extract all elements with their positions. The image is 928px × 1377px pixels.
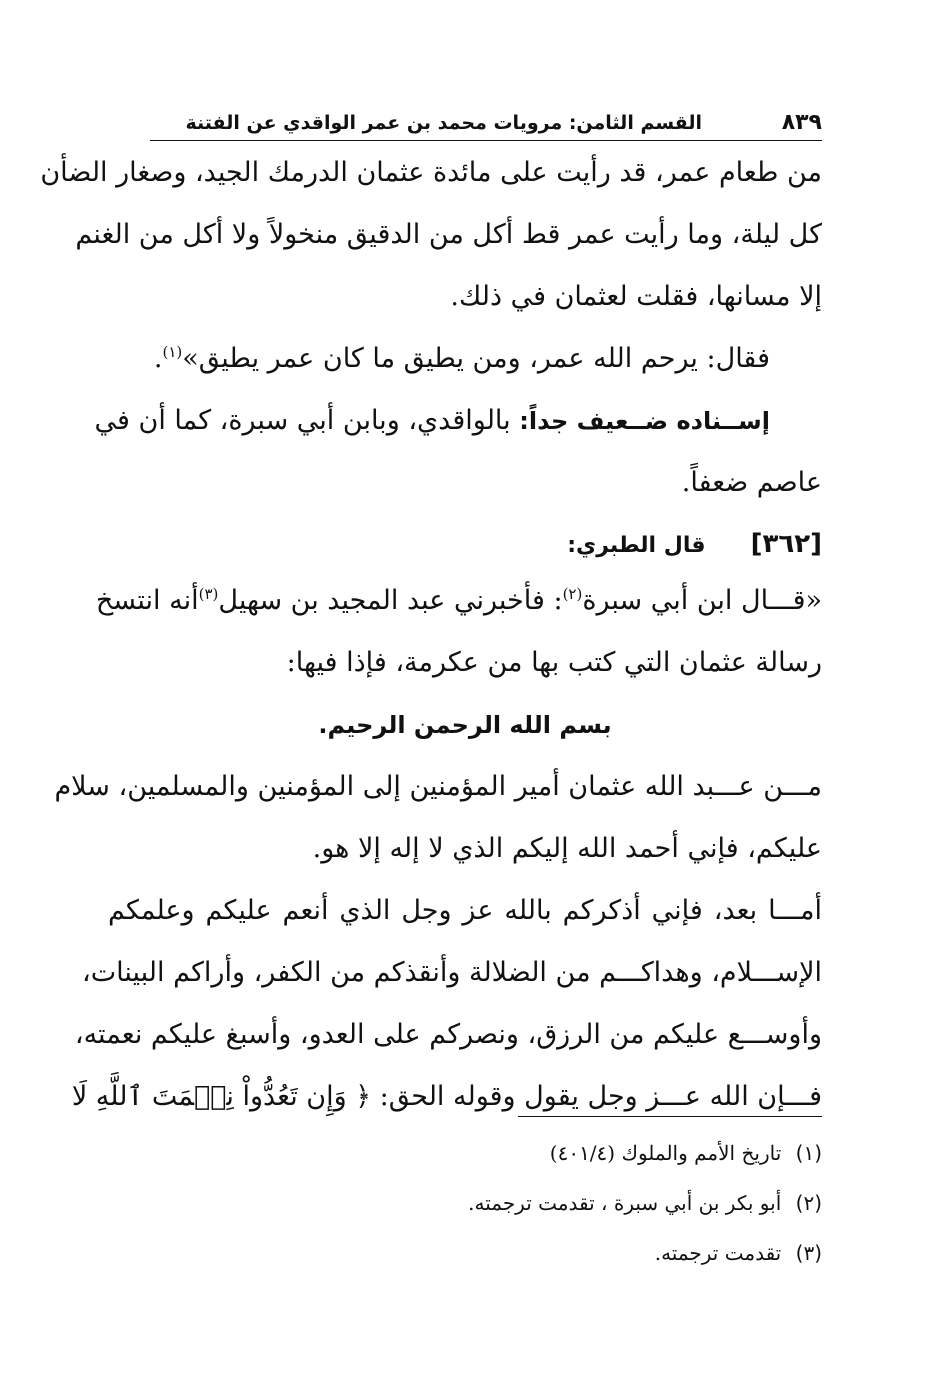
footnotes — [222, 1130, 822, 1280]
text-line: كل ليلة، وما رأيت عمر قط أكل من الدقيق منخولاً ولا أكل من الغنم — [75, 219, 822, 250]
footnote-ref: (٣) — [198, 585, 219, 603]
footnote — [222, 1230, 822, 1280]
narration-part: أنه انتسخ — [95, 585, 199, 616]
footnote-mark: (١) — [795, 1141, 822, 1165]
entry-heading — [108, 520, 822, 576]
main-text — [40, 148, 822, 1134]
footnote-ref: (١) — [162, 343, 183, 361]
narration-line — [95, 576, 822, 638]
quote-text: فقال: يرحم الله عمر، ومن يطيق ما كان عمر يطيق» — [182, 343, 770, 374]
narration-part: : فأخبرني عبد المجيد بن سهيل — [218, 585, 563, 616]
footnote-separator — [518, 1116, 822, 1117]
quote-end: . — [153, 343, 163, 374]
footnote — [222, 1180, 822, 1230]
page-number: ٨٣٩ — [781, 110, 822, 135]
letter-line: فـــإن الله عـــز وجل يقول وقوله الحق: ﴿ وَإِن تَعُدُّواْ نِعۡمَتَ ٱللَّهِ لَا — [71, 1081, 822, 1112]
running-title: القسم الثامن: مرويات محمد بن عمر الواقدي عن الفتنة — [185, 112, 702, 134]
entry-number: [٣٦٢] — [750, 529, 822, 559]
text-line: إلا مسانها، فقلت لعثمان في ذلك. — [450, 281, 822, 312]
letter-line: أمـــا بعد، فإني أذكركم بالله عز وجل الذي أنعم عليكم وعلمكم — [108, 895, 822, 926]
footnote-ref: (٢) — [562, 585, 583, 603]
entry-label: قال الطبري: — [567, 533, 706, 558]
isnad-label: إســناده ضــعيف جداً: — [519, 407, 770, 435]
footnote-text: أبو بكر بن أبي سبرة ، تقدمت ترجمته. — [468, 1191, 782, 1215]
footnote — [222, 1130, 822, 1180]
text-line: رسالة عثمان التي كتب بها من عكرمة، فإذا فيها: — [286, 647, 822, 678]
footnote-text: تاريخ الأمم والملوك (٤٠١/٤) — [549, 1141, 782, 1165]
footnote-mark: (٢) — [795, 1191, 822, 1215]
isnad-text: بالواقدي، وبابن أبي سبرة، كما أن في — [94, 405, 520, 436]
letter-line: عليكم، فإني أحمد الله إليكم الذي لا إله إلا هو. — [312, 833, 822, 864]
page-header — [150, 108, 822, 141]
letter-line: مـــن عـــبد الله عثمان أمير المؤمنين إلى المؤمنين والمسلمين، سلام — [54, 771, 822, 802]
footnote-text: تقدمت ترجمته. — [654, 1241, 782, 1265]
letter-line: وأوســـع عليكم من الرزق، ونصركم على العدو، وأسبغ عليكم نعمته، — [74, 1019, 822, 1050]
letter-line: الإســـلام، وهداكـــم من الضلالة وأنقذكم من الكفر، وأراكم البينات، — [82, 957, 822, 988]
narration-part: «قـــال ابن أبي سبرة — [582, 585, 822, 616]
quote-line — [108, 334, 822, 396]
text-line: عاصم ضعفاً. — [681, 467, 822, 498]
footnote-mark: (٣) — [795, 1241, 822, 1265]
basmala: بسم الله الرحمن الرحيم. — [318, 711, 612, 739]
isnad-line — [94, 396, 822, 458]
text-line: من طعام عمر، قد رأيت على مائدة عثمان الدرمك الجيد، وصغار الضأن — [40, 157, 822, 188]
